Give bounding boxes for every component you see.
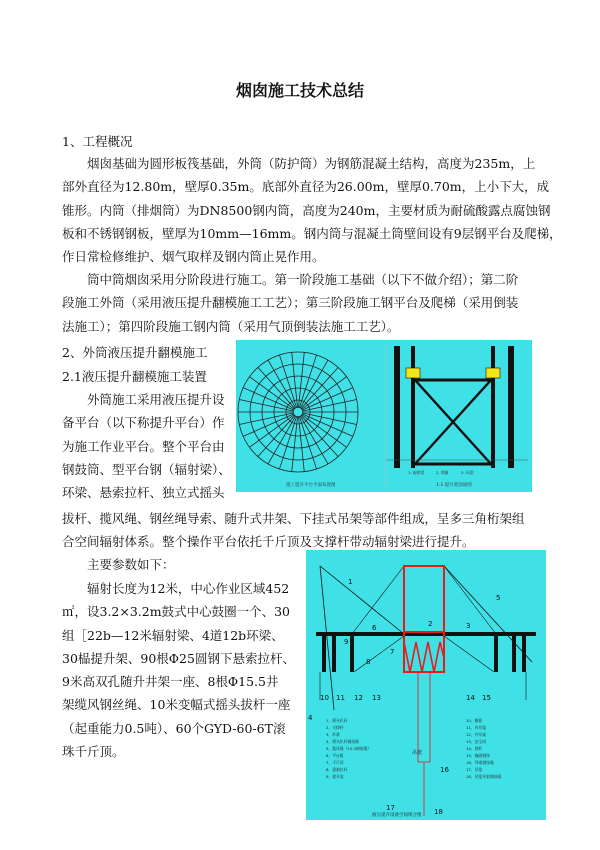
- legend-item: 3. 环梁: [461, 470, 474, 475]
- text-line: 烟囱基础为圆形板筏基础，外筒（防护筒）为钢筋混凝土结构，高度为235m，上: [62, 156, 536, 171]
- page-title: 烟囱施工技术总结: [235, 81, 364, 100]
- radial-beam: [292, 417, 298, 472]
- radial-beam: [279, 355, 296, 407]
- radial-plan-drawing: [238, 352, 358, 472]
- radial-beam: [299, 417, 305, 472]
- text-line: 为施工作业平台。整个平台由: [62, 438, 225, 454]
- text-line: 环梁、悬索拉杆、独立式摇头: [62, 485, 225, 501]
- paragraph-stages: [62, 268, 518, 338]
- figure-platform-plan: [236, 340, 532, 492]
- text-line: 组［22b—12米辐射梁、4道12b环梁、: [62, 627, 284, 643]
- lifting-frame-section-drawing: [386, 344, 528, 488]
- legend-item: 4、摇头扒杆钢丝绳: [326, 739, 359, 744]
- legend-item: 10、模板: [466, 718, 483, 723]
- callout-number: 2: [428, 620, 433, 628]
- radial-beam: [239, 400, 293, 411]
- radial-beam: [299, 417, 316, 469]
- text-line: 锥形。内筒（排烟筒）为DN8500钢内筒，高度为240m，主要材质为耐硫酸露点腐蚀钢: [62, 202, 551, 218]
- paragraph-platform-narrow: [62, 388, 231, 504]
- callout-number: 16: [440, 766, 449, 774]
- legend-item: 12、外吊架: [466, 732, 487, 737]
- text-line: （起重能力0.5吨）、60个GYD-60-6T滚: [62, 720, 286, 736]
- text-line: 作日常检修维护、烟气取样及钢内筒止晃作用。: [62, 249, 325, 265]
- section-2-heading: 2、外筒液压提升翻模施工: [62, 345, 208, 360]
- callout-number: 9: [344, 638, 349, 646]
- text-line: 架缆风钢丝绳、10米变幅式摇头拔杆一座: [62, 697, 291, 713]
- ring-beam: [293, 407, 303, 417]
- callout-number: 17: [386, 804, 395, 812]
- legend-item: 13、安全网: [466, 739, 487, 744]
- legend-item: 7、千斤顶: [326, 760, 344, 765]
- text-line: 9米高双孔随升井架一座、8根Φ15.5井: [62, 674, 279, 690]
- paragraph-platform-full: [62, 507, 525, 554]
- legend-item: 18、吊笼导索钢丝绳: [466, 774, 502, 779]
- text-line: 板和不锈钢钢板，壁厚为10mm—16mm。钢内筒与混凝土筒壁间设有9层钢平台及爬梯，: [62, 225, 562, 241]
- legend-item: 14、撑杆: [466, 746, 483, 751]
- legend-item: 5、揽风绳（15.5钢丝绳）: [326, 746, 372, 751]
- callout-number: 11: [336, 694, 345, 702]
- callout-number: 15: [482, 694, 491, 702]
- radial-beam: [279, 417, 296, 469]
- paragraph-overview: [62, 152, 562, 268]
- text-line: 辐射长度为12米，中心作业区域452: [62, 581, 290, 596]
- text-line: 法施工）；第四阶段施工钢内筒（采用气顶倒装法施工工艺）。: [62, 318, 400, 334]
- callout-number: 14: [466, 694, 475, 702]
- text-line: 备平台（以下称提升平台）作: [62, 415, 225, 431]
- legend-item: 1、摇头扒杆: [326, 718, 348, 723]
- text-line: 钢鼓筒、型平台钢（辐射梁）、: [62, 461, 231, 477]
- legend-item: 16、导索钢丝绳: [466, 760, 494, 765]
- callout-number: 10: [320, 694, 329, 702]
- center-label: 吊笼: [412, 750, 423, 756]
- callout-number: 18: [434, 808, 443, 816]
- legend-item: 8、悬索拉杆: [326, 767, 348, 772]
- text-line: 30榀提升架、90根Φ25圆钢下悬索拉杆、: [62, 650, 295, 666]
- legend-item: 1. 辐射梁: [408, 470, 425, 475]
- legend-item: 2、支撑杆: [326, 725, 344, 730]
- callout-number: 7: [390, 648, 395, 656]
- legend-item: 6、平台板: [326, 753, 344, 758]
- text-line: 部外直径为12.80m，壁厚0.35m。底部外直径为26.00m，壁厚0.70m，上小下大，成: [62, 179, 550, 195]
- plan-caption: 施工提升平台平面布置图: [286, 483, 336, 488]
- radial-beam: [303, 413, 357, 424]
- legend-item: 3、环梁: [326, 732, 340, 737]
- section-1-heading: 1、工程概况: [62, 134, 133, 149]
- paragraph-params: [62, 577, 295, 763]
- callout-number: 6: [372, 624, 377, 632]
- text-line: 筒中筒烟囱采用分阶段进行施工。第一阶段施工基础（以下不做介绍）；第二阶: [62, 272, 519, 287]
- callout-number: 8: [366, 658, 371, 666]
- radial-beam: [239, 413, 293, 424]
- text-line: 段施工外筒（采用液压提升翻模施工工艺）；第三阶段施工钢平台及爬梯（采用倒装: [62, 295, 519, 311]
- callout-number: 12: [354, 694, 363, 702]
- text-line: 珠千斤顶。: [62, 744, 125, 760]
- legend-item: 17、吊笼: [466, 767, 483, 772]
- figure-caption: 液压提升设备空间组合图: [372, 813, 422, 818]
- radial-beam: [299, 352, 305, 407]
- legend-item: 11、内吊架: [466, 725, 487, 730]
- callout-number: 5: [496, 594, 501, 602]
- text-line: 外筒施工采用液压提升设: [62, 392, 225, 407]
- radial-beam: [303, 400, 357, 411]
- callout-number: 4: [308, 714, 313, 722]
- callout-number: 3: [466, 622, 471, 630]
- text-line: 拔杆、揽风绳、钢丝绳导索、随升式井架、下挂式吊架等部件组成，呈多三角桁架组: [62, 511, 525, 526]
- section-caption: 1-1 提升架剖面图: [436, 483, 472, 488]
- legend-item: 15、拖副钢丝: [466, 753, 490, 758]
- params-heading: 主要参数如下：: [62, 557, 175, 572]
- legend-item: 2. 钢圈: [436, 470, 449, 475]
- callout-number: 13: [372, 694, 381, 702]
- legend-item: 9、提升架: [326, 774, 344, 779]
- text-line: 合空间辐射体系。整个操作平台依托千斤顶及支撑杆带动辐射梁进行提升。: [62, 534, 475, 550]
- text-line: ㎡，设3.2×3.2m鼓式中心鼓圈一个、30: [62, 604, 290, 620]
- figure-lifting-assembly: [306, 550, 546, 820]
- callout-number: 1: [348, 578, 353, 586]
- radial-beam: [292, 352, 298, 407]
- section-2-1-heading: 2.1液压提升翻模施工装置: [62, 369, 207, 384]
- radial-beam: [299, 355, 316, 407]
